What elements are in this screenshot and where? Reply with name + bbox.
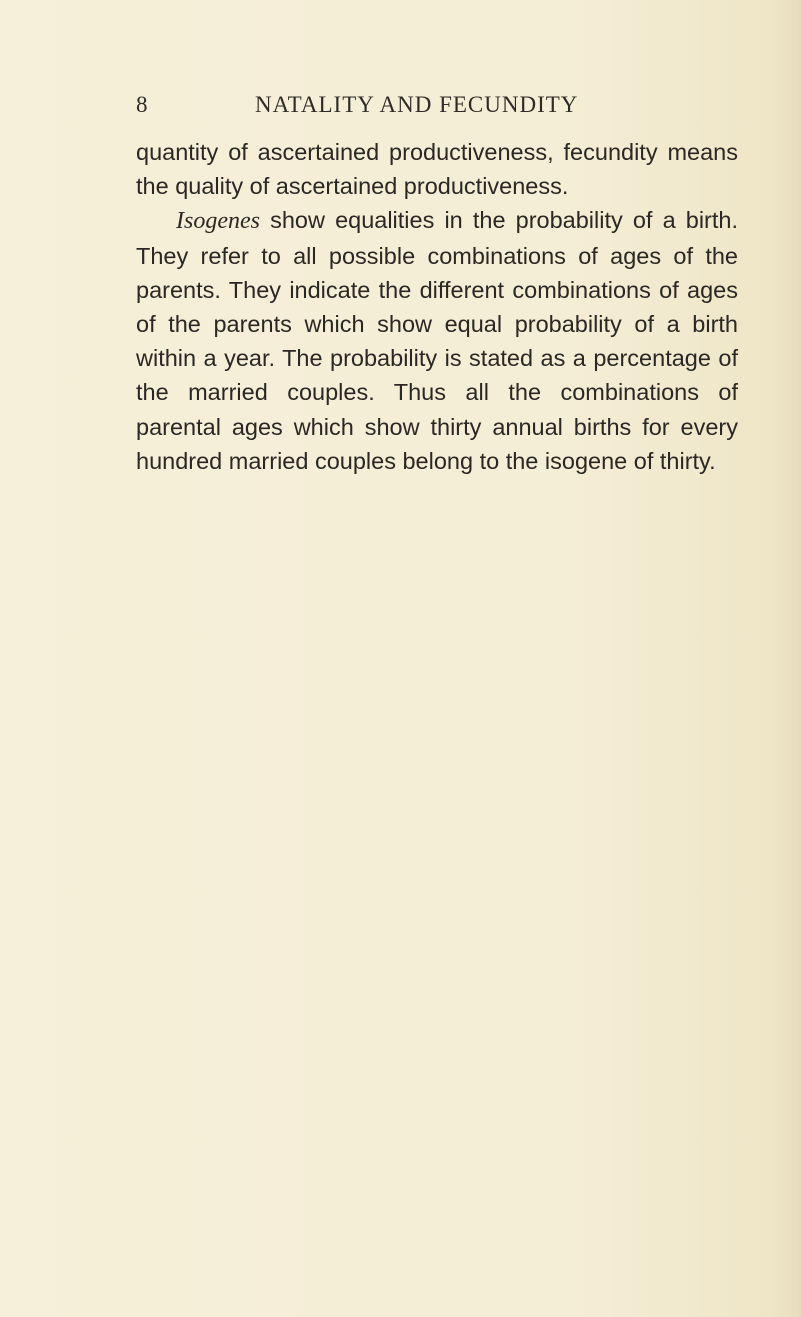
- paragraph-continued: quantity of ascertained productiveness, fecundity means the quality of ascertained productiveness.: [136, 139, 738, 200]
- page-header: [136, 92, 736, 126]
- paragraph-isogenes-text: show equalities in the probability of a birth. They refer to all possible combinations of ages of the parents. They indicate the different combinations of ages of the parents which show equal probability of a birth within a year. The probability is stated as a percentage of the married couples. Thus all the combinations of parental ages which show thirty annual births for every hundred married couples belong to the isogene of thirty.: [136, 207, 738, 474]
- paragraph-isogenes: [136, 203, 738, 478]
- term-isogenes: Isogenes: [176, 208, 260, 235]
- page-number: 8: [136, 92, 149, 117]
- running-head: NATALITY AND FECUNDITY: [255, 92, 579, 117]
- body-text: [136, 135, 738, 478]
